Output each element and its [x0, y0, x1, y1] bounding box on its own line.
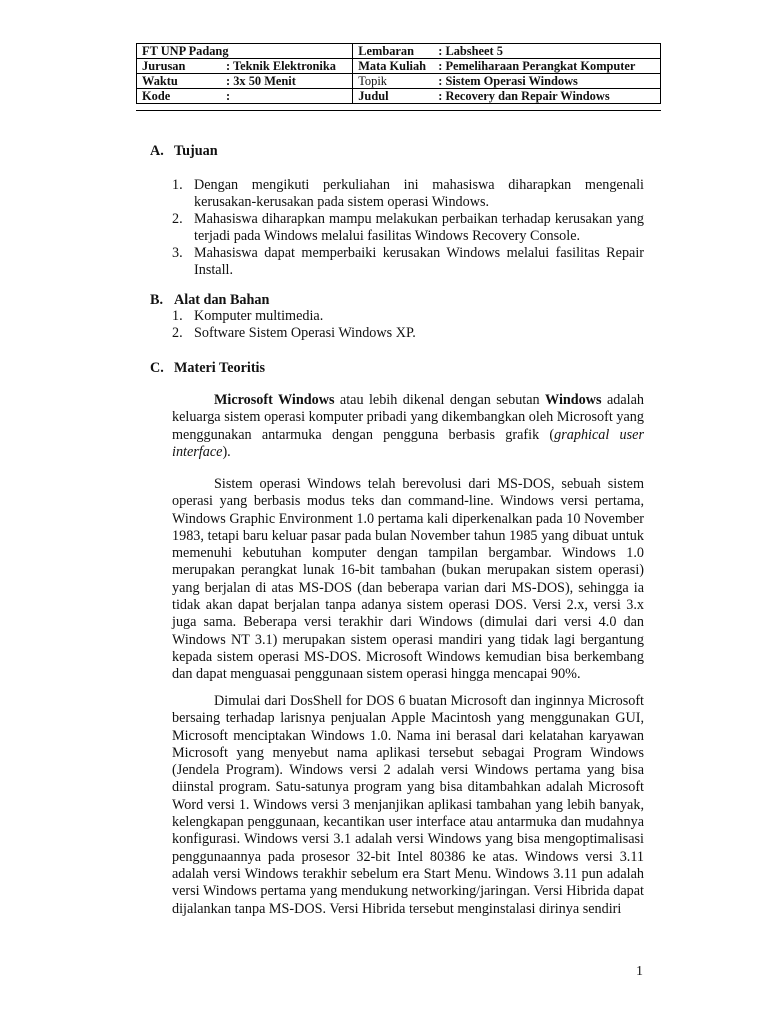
- header-cell-topic: Topik : Sistem Operasi Windows: [353, 74, 661, 89]
- header-cell-sheet: Lembaran : Labsheet 5: [353, 44, 661, 59]
- section-c-heading: C. Materi Teoritis: [150, 360, 266, 376]
- labsheet-header-table: [136, 43, 661, 104]
- page-number: 1: [636, 964, 643, 979]
- header-row: [137, 89, 661, 104]
- header-row: [137, 44, 661, 59]
- paragraph-evolution: Sistem operasi Windows telah berevolusi dari MS-DOS, sebuah sistem operasi yang berbasis modus teks dan command-line. Windows versi pertama, Windows Graphic Environment 1.0 pertama kali diperkenalkan pada 10 November 1983, tetapi baru keluar pasar pada bulan November tahun 1985 yang dibuat untuk memenuhi kebutuhan komputer dengan tampilan bergambar. Windows 1.0 merupakan perangkat lunak 16-bit tambahan (bukan merupakan sistem operasi) yang berjalan di atas MS-DOS (dan beberapa varian dari MS-DOS), sehingga ia tidak akan dapat berjalan tanpa adanya sistem operasi DOS. Versi 2.x, versi 3.x juga sama. Beberapa versi terakhir dari Windows (dimulai dari versi 4.0 dan Windows NT 3.1) merupakan sistem operasi mandiri yang tidak lagi bergantung kepada sistem operasi MS-DOS. Microsoft Windows kemudian bisa berkembang dan dapat menguasai penggunaan sistem operasi hingga mencapai 90%.: [172, 476, 644, 683]
- objectives-list: [172, 177, 644, 279]
- header-divider: [136, 110, 661, 111]
- list-item: 1. Dengan mengikuti perkuliahan ini mahasiswa diharapkan mengenali kerusakan-kerusakan pada sistem operasi Windows.: [172, 177, 644, 210]
- paragraph-intro: Microsoft Windows atau lebih dikenal dengan sebutan Windows adalah keluarga sistem operasi komputer pribadi yang dikembangkan oleh Microsoft yang menggunakan antarmuka dengan pengguna berbasis grafik (graphical user interface).: [172, 392, 644, 460]
- list-item: 2. Mahasiswa diharapkan mampu melakukan perbaikan terhadap kerusakan yang terjadi pada Windows melalui fasilitas Windows Recovery Console.: [172, 211, 644, 244]
- header-cell-title: Judul : Recovery dan Repair Windows: [353, 89, 661, 104]
- tools-list: [172, 308, 644, 342]
- header-cell-time: Waktu : 3x 50 Menit: [137, 74, 353, 89]
- paragraph-history: Dimulai dari DosShell for DOS 6 buatan Microsoft dan inginnya Microsoft bersaing terhadap larisnya penjualan Apple Macintosh yang menggunakan GUI, Microsoft menciptakan Windows 1.0. Nama ini berasal dari kelatahan karyawan Microsoft yang menyebut nama aplikasi tersebut sebagai Program Windows (Jendela Program). Windows versi 2 adalah versi Windows pertama yang bisa diinstal program. Satu-satunya program yang bisa ditambahkan adalah Microsoft Word versi 1. Windows versi 3 menjanjikan aplikasi tambahan yang lebih banyak, kelengkapan penggunaan, kecantikan user interface atau antarmuka dan mudahnya konfigurasi. Windows versi 3.1 adalah versi Windows yang bisa mengoptimalisasi penggunaannya pada prosesor 32-bit Intel 80386 ke atas. Windows versi 3.11 adalah versi Windows terakhir sebelum era Start Menu. Windows 3.11 pun adalah versi Windows pertama yang mendukung networking/jaringan. Versi Hibrida dapat dijalankan tanpa MS-DOS. Versi Hibrida tersebut menginstalasi dirinya sendiri: [172, 693, 644, 917]
- header-cell-institution: FT UNP Padang: [137, 44, 353, 59]
- header-cell-code: Kode :: [137, 89, 353, 104]
- list-item: 1. Komputer multimedia.: [172, 308, 324, 324]
- list-item: 2. Software Sistem Operasi Windows XP.: [172, 325, 416, 341]
- header-cell-course: Mata Kuliah : Pemeliharaan Perangkat Komputer: [353, 59, 661, 74]
- header-row: [137, 74, 661, 89]
- header-row: [137, 59, 661, 74]
- section-a-heading: A. Tujuan: [150, 143, 218, 159]
- header-cell-department: Jurusan : Teknik Elektronika: [137, 59, 353, 74]
- list-item: 3. Mahasiswa dapat memperbaiki kerusakan Windows melalui fasilitas Repair Install.: [172, 245, 644, 278]
- section-b-heading: B. Alat dan Bahan: [150, 292, 270, 308]
